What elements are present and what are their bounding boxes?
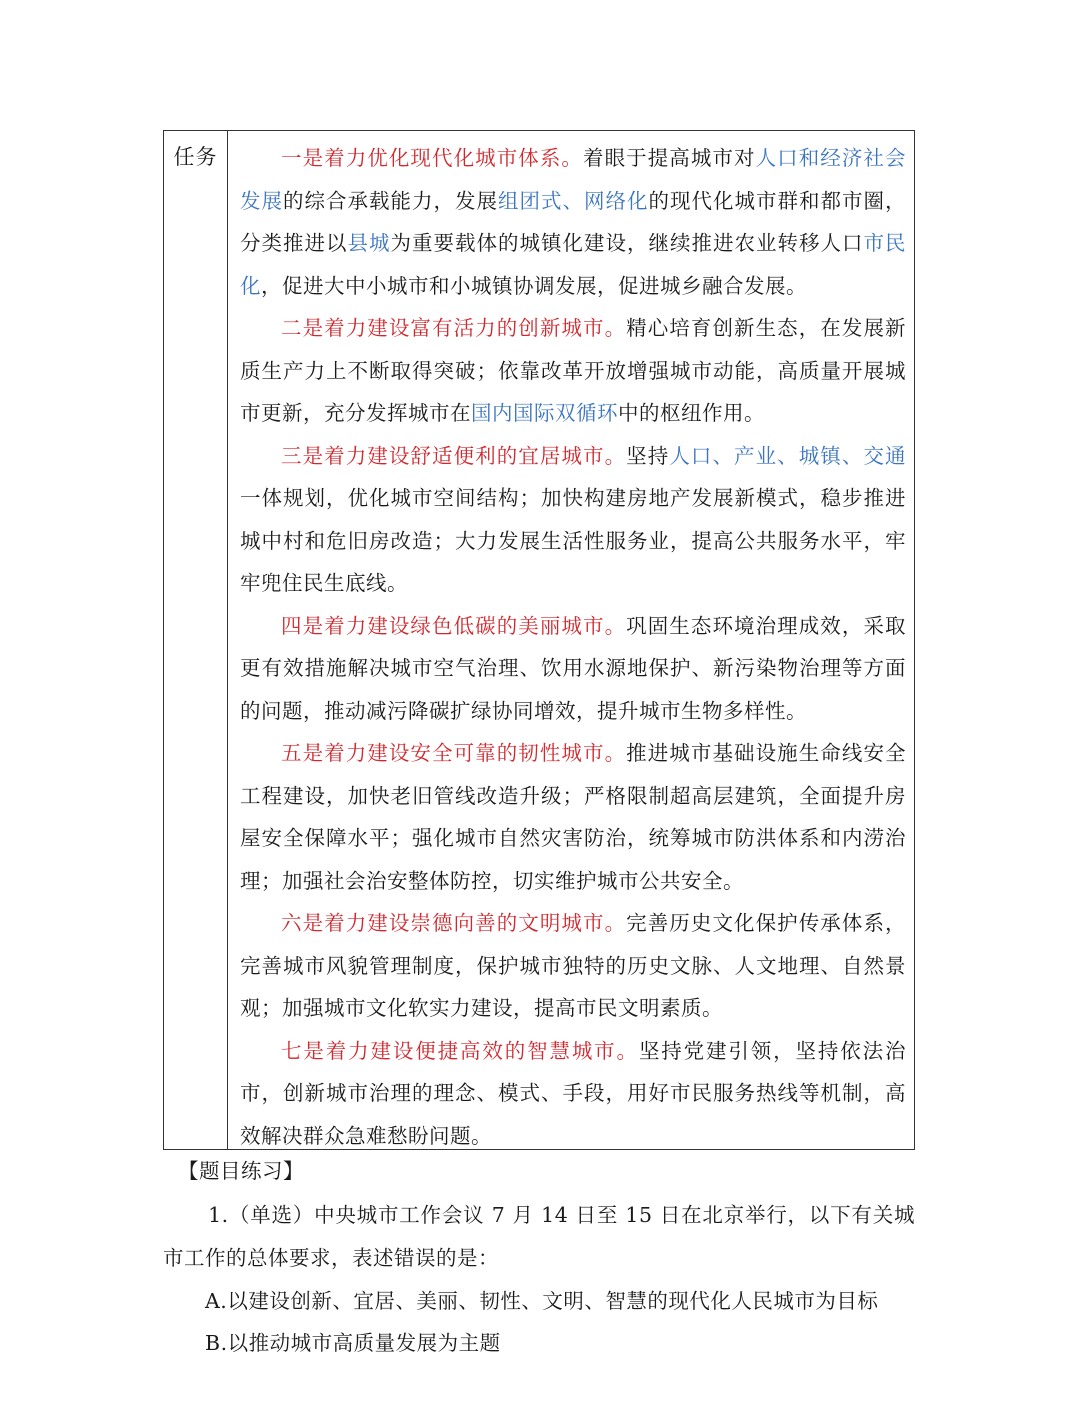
task-heading: 二是着力建设富有活力的创新城市。: [281, 316, 627, 340]
highlight-text: 县城: [347, 231, 391, 255]
task-heading: 六是着力建设崇德向善的文明城市。: [281, 911, 627, 935]
task-label: 任务: [164, 131, 228, 1149]
task-heading: 一是着力优化现代化城市体系。: [281, 146, 583, 170]
body-text: 坚持: [626, 443, 670, 468]
body-text: ，促进大中小城市和小城镇协调发展，促进城乡融合发展。: [261, 273, 807, 298]
task-content: [228, 131, 914, 1149]
task-heading: 七是着力建设便捷高效的智慧城市。: [281, 1038, 639, 1063]
task-paragraph: [240, 435, 906, 605]
task-paragraph: [240, 902, 906, 1030]
body-text: 的现代化城市群和都市圈，分类推进以: [240, 188, 906, 255]
task-paragraph: [240, 605, 906, 733]
option-b: B.以推动城市高质量发展为主题: [205, 1331, 501, 1355]
body-text: 为重要载体的城镇化建设，继续推进农业转移人口: [390, 231, 864, 255]
task-heading: 五是着力建设安全可靠的韧性城市。: [281, 741, 627, 765]
option-a: A.以建设创新、宜居、美丽、韧性、文明、智慧的现代化人民城市为目标: [205, 1289, 879, 1313]
body-text: 中的枢纽作用。: [618, 401, 765, 425]
task-table: [163, 130, 915, 1150]
question-text: 1.（单选）中央城市工作会议 7 月 14 日至 15 日在北京举行，以下有关城市工作的总体要求，表述错误的是：: [163, 1203, 915, 1270]
task-paragraph: [240, 137, 906, 307]
body-text: 的综合承载能力，发展: [283, 188, 498, 213]
highlight-text: 国内国际双循环: [471, 401, 618, 425]
highlight-text: 人口、产业、城镇、交通: [669, 443, 907, 468]
highlight-text: 市民化: [240, 231, 906, 298]
highlight-text: 组团式、网络化: [498, 188, 649, 213]
body-text: 完善历史文化保护传承体系，完善城市风貌管理制度，保护城市独特的历史文脉、人文地理、自然景观；加强城市文化软实力建设，提高市民文明素质。: [240, 911, 907, 1020]
highlight-text: 人口和经济社会发展: [240, 146, 907, 213]
body-text: 一体规划，优化城市空间结构；加快构建房地产发展新模式，稳步推进城中村和危旧房改造；大力发展生活性服务业，提高公共服务水平，牢牢兜住民生底线。: [240, 486, 906, 595]
task-paragraph: [240, 732, 906, 902]
body-text: 精心培育创新生态，在发展新质生产力上不断取得突破；依靠改革开放增强城市动能，高质量开展城市更新，充分发挥城市在: [240, 316, 907, 425]
task-paragraph: [240, 307, 906, 435]
task-heading: 三是着力建设舒适便利的宜居城市。: [281, 443, 627, 468]
task-paragraph: [240, 1030, 906, 1158]
body-text: 着眼于提高城市对: [583, 146, 756, 170]
body-text: 推进城市基础设施生命线安全工程建设，加快老旧管线改造升级；严格限制超高层建筑，全面提升房屋安全保障水平；强化城市自然灾害防治，统筹城市防洪体系和内涝治理；加强社会治安整体防控，切实维护城市公共安全。: [240, 741, 907, 893]
body-text: 坚持党建引领，坚持依法治市，创新城市治理的理念、模式、手段，用好市民服务热线等机制，高效解决群众急难愁盼问题。: [240, 1038, 907, 1148]
practice-title: 【题目练习】: [178, 1159, 304, 1183]
task-heading: 四是着力建设绿色低碳的美丽城市。: [281, 613, 627, 638]
body-text: 巩固生态环境治理成效，采取更有效措施解决城市空气治理、饮用水源地保护、新污染物治理等方面的问题，推动减污降碳扩绿协同增效，提升城市生物多样性。: [240, 613, 907, 723]
